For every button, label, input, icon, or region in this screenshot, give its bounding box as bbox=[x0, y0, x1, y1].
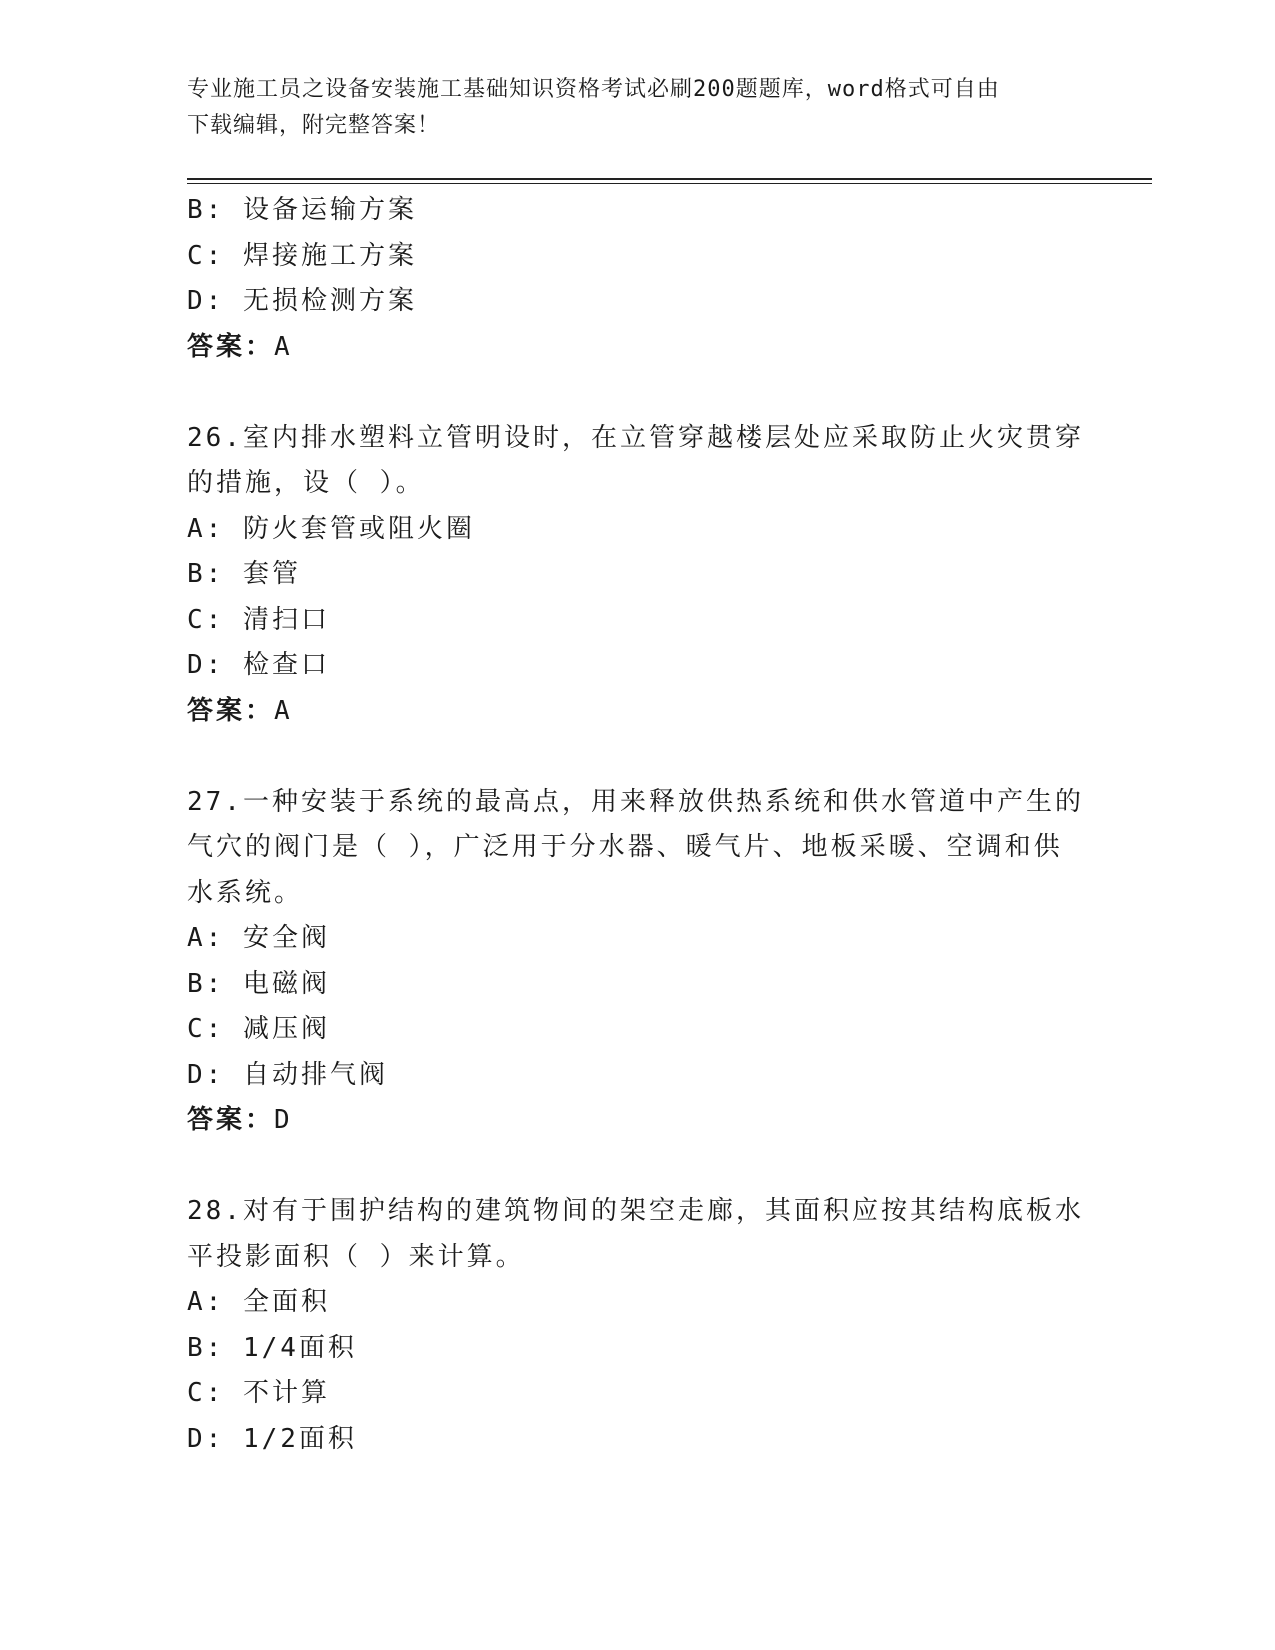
header-line-2: 下载编辑，附完整答案！ bbox=[187, 113, 441, 138]
q26-text-line-2: 的措施，设（ ）。 bbox=[187, 468, 425, 498]
q26-answer bbox=[187, 689, 1087, 735]
q27-answer-value: D bbox=[274, 1105, 293, 1135]
q26-option-b: B: 套管 bbox=[187, 559, 301, 589]
header-rule-thick bbox=[187, 178, 1152, 180]
q28-option-c: C: 不计算 bbox=[187, 1378, 330, 1408]
header-rule-thin bbox=[187, 183, 1152, 184]
page-header bbox=[187, 72, 1067, 144]
q25-option-d: D: 无损检测方案 bbox=[187, 286, 417, 316]
q26-answer-label: 答案： bbox=[187, 695, 275, 726]
q28-option-b: B: 1/4面积 bbox=[187, 1332, 357, 1363]
q27-answer-label: 答案： bbox=[187, 1105, 275, 1135]
q27-option-d: D: 自动排气阀 bbox=[187, 1059, 388, 1090]
question-28 bbox=[187, 1189, 1087, 1462]
q28-text-line-2: 平投影面积（ ）来计算。 bbox=[187, 1241, 525, 1272]
question-gap bbox=[187, 734, 1087, 780]
q28-option-a: A: 全面积 bbox=[187, 1287, 330, 1317]
q27-text-line-2: 气穴的阀门是（ ），广泛用于分水器、暖气片、地板采暖、空调和供 bbox=[187, 832, 1063, 862]
q26-option-a: A: 防火套管或阻火圈 bbox=[187, 513, 475, 544]
question-26 bbox=[187, 416, 1087, 735]
q28-option-d: D: 1/2面积 bbox=[187, 1423, 357, 1454]
q28-text-line-1: 28.对有于围护结构的建筑物间的架空走廊，其面积应按其结构底板水 bbox=[187, 1196, 1084, 1226]
q25-answer-label: 答案： bbox=[187, 331, 275, 362]
header-line-1: 专业施工员之设备安装施工基础知识资格考试必刷200题题库，word格式可自由 bbox=[187, 77, 1000, 102]
question-27 bbox=[187, 780, 1087, 1144]
question-gap bbox=[187, 370, 1087, 416]
q25-option-c: C: 焊接施工方案 bbox=[187, 240, 417, 271]
q27-text-line-1: 27.一种安装于系统的最高点，用来释放供热系统和供水管道中产生的 bbox=[187, 786, 1084, 817]
q26-text-line-1: 26.室内排水塑料立管明设时，在立管穿越楼层处应采取防止火灾贯穿 bbox=[187, 422, 1084, 453]
q27-option-a: A: 安全阀 bbox=[187, 923, 330, 953]
q26-option-d: D: 检查口 bbox=[187, 650, 330, 680]
q27-option-c: C: 减压阀 bbox=[187, 1014, 330, 1044]
q27-text-line-3: 水系统。 bbox=[187, 877, 304, 908]
question-25-tail bbox=[187, 188, 1087, 370]
q25-option-b: B: 设备运输方案 bbox=[187, 195, 417, 225]
question-gap bbox=[187, 1144, 1087, 1190]
q27-answer bbox=[187, 1098, 1087, 1144]
question-content bbox=[187, 188, 1087, 1462]
q26-answer-value: A bbox=[274, 695, 293, 726]
q27-option-b: B: 电磁阀 bbox=[187, 968, 330, 999]
q25-answer-value: A bbox=[274, 331, 293, 362]
q26-option-c: C: 清扫口 bbox=[187, 604, 330, 635]
q25-answer bbox=[187, 325, 1087, 371]
